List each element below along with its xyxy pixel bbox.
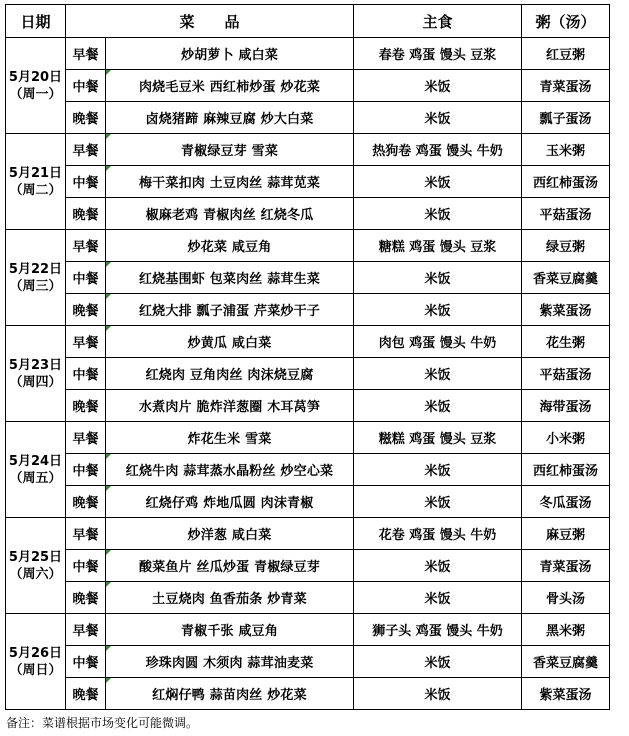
date-cell (6, 134, 66, 230)
meal-type-cell: 早餐 (66, 518, 106, 550)
meal-row (6, 38, 610, 70)
porridge-cell: 青菜蛋汤 (522, 70, 610, 102)
porridge-cell: 绿豆粥 (522, 230, 610, 262)
meal-row (6, 678, 610, 710)
meal-type-cell: 晚餐 (66, 102, 106, 134)
porridge-cell: 平菇蛋汤 (522, 198, 610, 230)
meal-row (6, 326, 610, 358)
porridge-cell: 花生粥 (522, 326, 610, 358)
staple-cell: 米饭 (354, 166, 522, 198)
dishes-cell: 炒洋葱 咸白菜 (106, 518, 354, 550)
staple-cell: 米饭 (354, 102, 522, 134)
porridge-cell: 紫菜蛋汤 (522, 294, 610, 326)
meal-row (6, 582, 610, 614)
staple-cell: 花卷 鸡蛋 馒头 牛奶 (354, 518, 522, 550)
date-label: 5月25日 (8, 549, 63, 565)
date-cell (6, 422, 66, 518)
weekday-label: （周二） (9, 182, 62, 198)
porridge-cell: 香菜豆腐羹 (522, 646, 610, 678)
staple-cell: 肉包 鸡蛋 馒头 牛奶 (354, 326, 522, 358)
porridge-cell: 瓢子蛋汤 (522, 102, 610, 134)
meal-type-cell: 晚餐 (66, 486, 106, 518)
staple-cell: 米饭 (354, 262, 522, 294)
staple-cell: 米饭 (354, 550, 522, 582)
dishes-cell: 炸花生米 雪菜 (106, 422, 354, 454)
dishes-cell: 土豆烧肉 鱼香茄条 炒青菜 (106, 582, 354, 614)
staple-cell: 米饭 (354, 486, 522, 518)
meal-type-cell: 早餐 (66, 38, 106, 70)
meal-type-cell: 晚餐 (66, 390, 106, 422)
staple-cell: 热狗卷 鸡蛋 馒头 牛奶 (354, 134, 522, 166)
meal-type-cell: 晚餐 (66, 678, 106, 710)
meal-row (6, 358, 610, 390)
meal-row (6, 550, 610, 582)
porridge-cell: 平菇蛋汤 (522, 358, 610, 390)
dishes-cell: 炒胡萝卜 咸白菜 (106, 38, 354, 70)
meal-row (6, 70, 610, 102)
staple-cell: 狮子头 鸡蛋 馒头 牛奶 (354, 614, 522, 646)
dishes-cell: 红烧牛肉 蒜茸蒸水晶粉丝 炒空心菜 (106, 454, 354, 486)
porridge-cell: 玉米粥 (522, 134, 610, 166)
porridge-cell: 青菜蛋汤 (522, 550, 610, 582)
porridge-cell: 骨头汤 (522, 582, 610, 614)
header-staple: 主食 (354, 5, 522, 38)
meal-type-cell: 早餐 (66, 614, 106, 646)
meal-type-cell: 中餐 (66, 646, 106, 678)
meal-type-cell: 中餐 (66, 454, 106, 486)
meal-row (6, 646, 610, 678)
dishes-cell: 肉烧毛豆米 西红柿炒蛋 炒花菜 (106, 70, 354, 102)
meal-row (6, 422, 610, 454)
porridge-cell: 西红柿蛋汤 (522, 166, 610, 198)
dishes-cell: 炒黄瓜 咸白菜 (106, 326, 354, 358)
weekday-label: （周四） (9, 374, 62, 390)
dishes-cell: 红焖仔鸭 蒜苗肉丝 炒花菜 (106, 678, 354, 710)
dishes-cell: 青椒千张 咸豆角 (106, 614, 354, 646)
dishes-cell: 红烧基围虾 包菜肉丝 蒜茸生菜 (106, 262, 354, 294)
porridge-cell: 小米粥 (522, 422, 610, 454)
meal-type-cell: 早餐 (66, 134, 106, 166)
staple-cell: 米饭 (354, 646, 522, 678)
staple-cell: 米饭 (354, 294, 522, 326)
footnote: 备注：菜谱根据市场变化可能微调。 (6, 716, 199, 730)
weekly-menu-table (5, 4, 610, 710)
meal-row (6, 518, 610, 550)
weekday-label: （周一） (9, 86, 62, 102)
meal-row (6, 614, 610, 646)
staple-cell: 春卷 鸡蛋 馒头 豆浆 (354, 38, 522, 70)
meal-type-cell: 晚餐 (66, 582, 106, 614)
meal-type-cell: 中餐 (66, 262, 106, 294)
date-cell (6, 518, 66, 614)
meal-type-cell: 晚餐 (66, 198, 106, 230)
porridge-cell: 紫菜蛋汤 (522, 678, 610, 710)
dishes-cell: 酸菜鱼片 丝瓜炒蛋 青椒绿豆芽 (106, 550, 354, 582)
staple-cell: 糖糕 鸡蛋 馒头 豆浆 (354, 230, 522, 262)
date-label: 5月22日 (8, 261, 63, 277)
meal-row (6, 198, 610, 230)
staple-cell: 米饭 (354, 198, 522, 230)
dishes-cell: 青椒绿豆芽 雪菜 (106, 134, 354, 166)
meal-row (6, 454, 610, 486)
porridge-cell: 红豆粥 (522, 38, 610, 70)
staple-cell: 米饭 (354, 70, 522, 102)
staple-cell: 米饭 (354, 678, 522, 710)
dishes-cell: 红烧大排 瓢子浦蛋 芹菜炒干子 (106, 294, 354, 326)
meal-row (6, 262, 610, 294)
meal-row (6, 166, 610, 198)
porridge-cell: 黑米粥 (522, 614, 610, 646)
date-cell (6, 614, 66, 710)
meal-row (6, 294, 610, 326)
staple-cell: 米饭 (354, 390, 522, 422)
meal-type-cell: 中餐 (66, 358, 106, 390)
weekday-label: （周六） (9, 566, 62, 582)
meal-type-cell: 早餐 (66, 326, 106, 358)
meal-type-cell: 中餐 (66, 166, 106, 198)
meal-row (6, 134, 610, 166)
meal-type-cell: 中餐 (66, 550, 106, 582)
header-porridge: 粥（汤） (522, 5, 610, 38)
dishes-cell: 水煮肉片 脆炸洋葱圈 木耳莴笋 (106, 390, 354, 422)
porridge-cell: 海带蛋汤 (522, 390, 610, 422)
dishes-cell: 椒麻老鸡 青椒肉丝 红烧冬瓜 (106, 198, 354, 230)
dishes-cell: 卤烧猪蹄 麻辣豆腐 炒大白菜 (106, 102, 354, 134)
staple-cell: 糍糕 鸡蛋 馒头 豆浆 (354, 422, 522, 454)
header-row (6, 5, 610, 38)
dishes-cell: 红烧肉 豆角肉丝 肉沫烧豆腐 (106, 358, 354, 390)
date-label: 5月24日 (8, 453, 63, 469)
date-label: 5月26日 (8, 645, 63, 661)
date-label: 5月20日 (8, 69, 63, 85)
porridge-cell: 冬瓜蛋汤 (522, 486, 610, 518)
staple-cell: 米饭 (354, 454, 522, 486)
meal-type-cell: 早餐 (66, 230, 106, 262)
meal-row (6, 230, 610, 262)
weekday-label: （周三） (9, 278, 62, 294)
porridge-cell: 麻豆粥 (522, 518, 610, 550)
weekday-label: （周五） (9, 470, 62, 486)
porridge-cell: 香菜豆腐羹 (522, 262, 610, 294)
porridge-cell: 西红柿蛋汤 (522, 454, 610, 486)
header-dishes: 菜 品 (66, 5, 354, 38)
weekday-label: （周日） (9, 662, 62, 678)
dishes-cell: 梅干菜扣肉 土豆肉丝 蒜茸苋菜 (106, 166, 354, 198)
meal-row (6, 486, 610, 518)
dishes-cell: 炒花菜 咸豆角 (106, 230, 354, 262)
date-cell (6, 326, 66, 422)
staple-cell: 米饭 (354, 582, 522, 614)
header-date: 日期 (6, 5, 66, 38)
meal-row (6, 390, 610, 422)
date-cell (6, 38, 66, 134)
staple-cell: 米饭 (354, 358, 522, 390)
meal-type-cell: 中餐 (66, 70, 106, 102)
date-label: 5月21日 (8, 165, 63, 181)
dishes-cell: 红烧仔鸡 炸地瓜圆 肉沫青椒 (106, 486, 354, 518)
dishes-cell: 珍珠肉圆 木须肉 蒜茸油麦菜 (106, 646, 354, 678)
meal-type-cell: 晚餐 (66, 294, 106, 326)
meal-type-cell: 早餐 (66, 422, 106, 454)
date-label: 5月23日 (8, 357, 63, 373)
meal-row (6, 102, 610, 134)
date-cell (6, 230, 66, 326)
